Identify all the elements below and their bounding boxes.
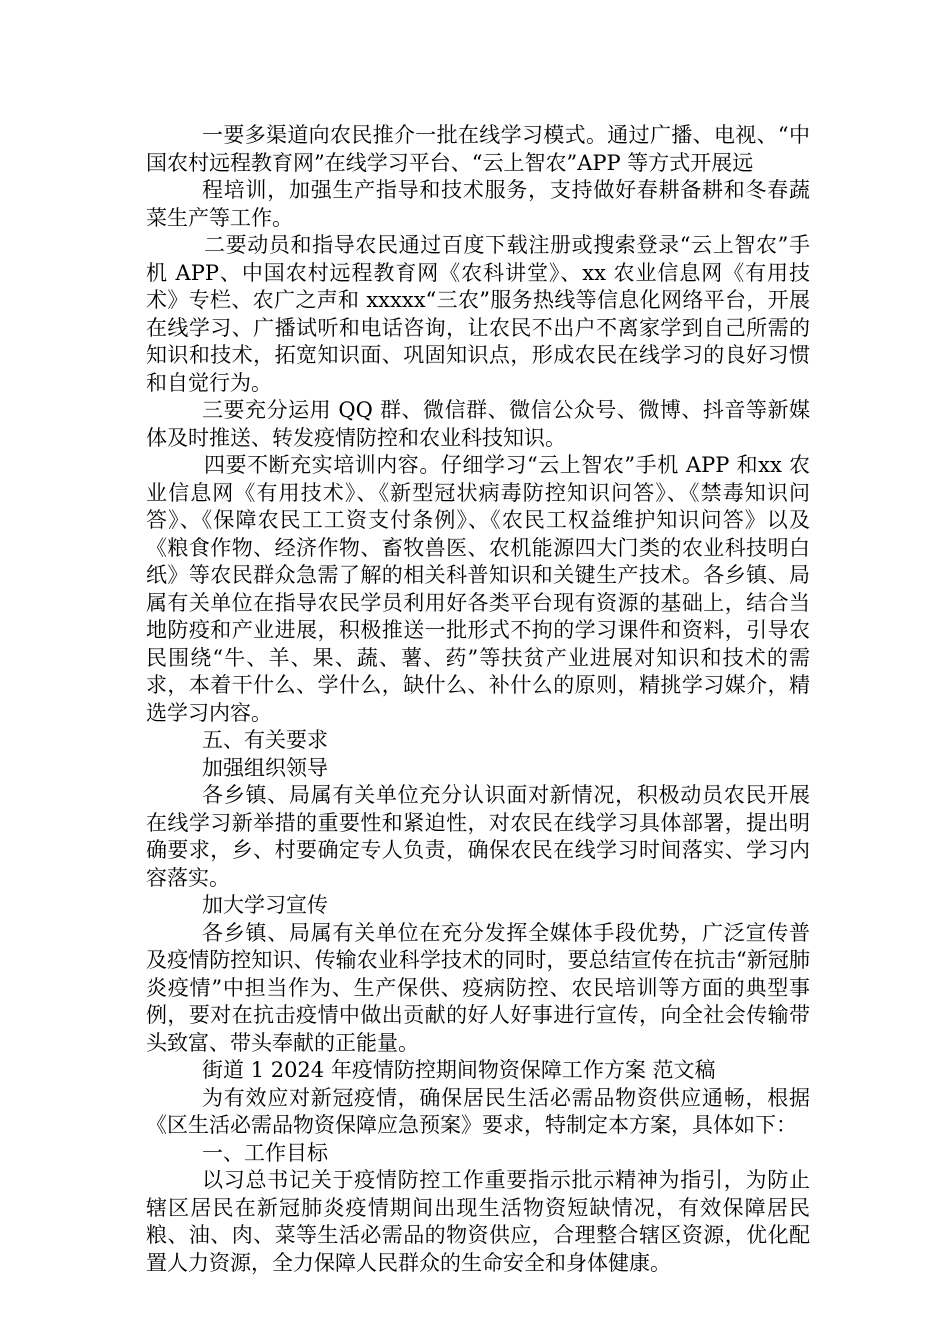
paragraph-new-media: 三要充分运用 QQ 群、微信群、微信公众号、微博、抖音等新媒体及时推送、转发疫情防控和农业科技知识。	[146, 398, 810, 450]
subheading-publicity: 加大学习宣传	[202, 893, 328, 917]
subheading-leadership: 加强组织领导	[202, 755, 328, 780]
paragraph-remote-training: 程培训，加强生产指导和技术服务，支持做好春耕备耕和冬春蔬菜生产等工作。	[146, 178, 810, 230]
section-heading-requirements: 五、有关要求	[202, 728, 328, 752]
document-title-supply-plan: 街道 1 2024 年疫情防控期间物资保障工作方案 范文稿	[202, 1058, 716, 1082]
paragraph-mobilize-farmers: 二要动员和指导农民通过百度下载注册或搜索登录“云上智农”手机 APP、中国农村远程教育网《农科讲堂》、xx 农业信息网《有用技术》专栏、农广之声和 xxxxx“三农”服务热线等信息化网络平台，开展在线学习、广播试听和电话咨询，让农民不出户不离家学到自己所需的知识和技术，拓宽知识面、巩固知识点，形成农民在线学习的良好习惯和自觉行为。	[146, 233, 810, 395]
paragraph-plan-intro: 为有效应对新冠疫情，确保居民生活必需品物资供应通畅，根据《区生活必需品物资保障应急预案》要求，特制定本方案，具体如下：	[146, 1085, 810, 1137]
paragraph-work-goals: 以习总书记关于疫情防控工作重要指示批示精神为指引，为防止辖区居民在新冠肺炎疫情期间出现生活物资短缺情况，有效保障居民粮、油、肉、菜等生活必需品的物资供应，合理整合辖区资源，优化配置人力资源，全力保障人民群众的生命安全和身体健康。	[146, 1168, 810, 1275]
section-heading-work-goals: 一、工作目标	[202, 1140, 328, 1165]
document-body	[146, 122, 810, 1277]
paragraph-online-learning-modes: 一要多渠道向农民推介一批在线学习模式。通过广播、电视、“中国农村远程教育网”在线学习平台、“云上智农”APP 等方式开展远	[146, 123, 810, 175]
paragraph-publicity: 各乡镇、局属有关单位在充分发挥全媒体手段优势，广泛宣传普及疫情防控知识、传输农业科学技术的同时，要总结宣传在抗击“新冠肺炎疫情”中担当作为、生产保供、疫病防控、农民培训等方面的典型事例，要对在抗击疫情中做出贡献的好人好事进行宣传，向全社会传输带头致富、带头奉献的正能量。	[146, 920, 810, 1055]
paragraph-leadership: 各乡镇、局属有关单位充分认识面对新情况，积极动员农民开展在线学习新举措的重要性和紧迫性，对农民在线学习具体部署，提出明确要求，乡、村要确定专人负责，确保农民在线学习时间落实、学习内容落实。	[146, 783, 810, 890]
paragraph-training-content: 四要不断充实培训内容。仔细学习“云上智农”手机 APP 和xx 农业信息网《有用技术》、《新型冠状病毒防控知识问答》、《禁毒知识问答》、《保障农民工工资支付条例》、《农民工权益维护知识问答》以及《粮食作物、经济作物、畜牧兽医、农机能源四大门类的农业科技明白纸》等农民群众急需了解的相关科普知识和关键生产技术。各乡镇、局属有关单位在指导农民学员利用好各类平台现有资源的基础上，结合当地防疫和产业进展，积极推送一批形式不拘的学习课件和资料，引导农民围绕“牛、羊、果、蔬、薯、药”等扶贫产业进展对知识和技术的需求，本着干什么、学什么，缺什么、补什么的原则，精挑学习媒介，精选学习内容。	[146, 453, 810, 725]
